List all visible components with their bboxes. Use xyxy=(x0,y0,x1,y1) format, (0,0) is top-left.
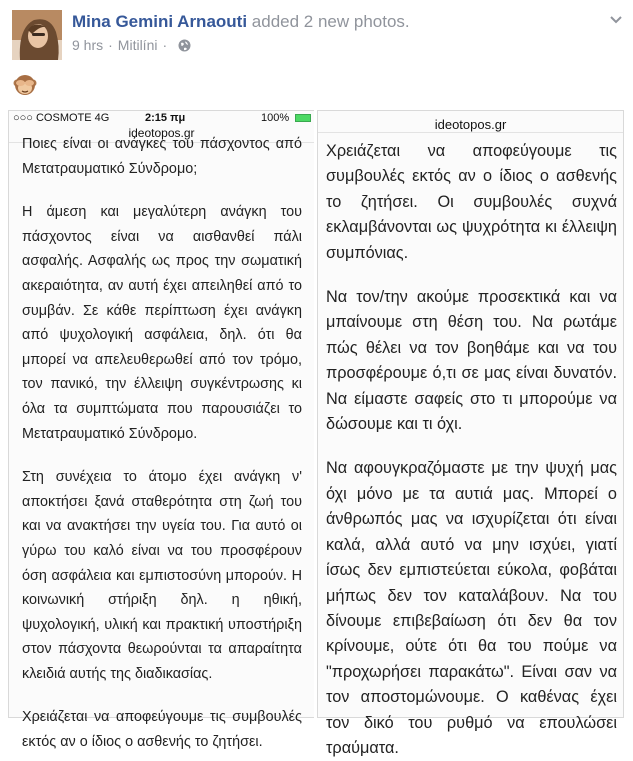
see-no-evil-monkey-icon xyxy=(12,72,38,98)
paragraph: Στη συνέχεια το άτομο έχει ανάγκη ν' αποκτήσει ξανά σταθερότητα στη ζωή του και να ανακτήσει την υγεία του. Για αυτό οι γύρω του καλό είναι να του προσφέρουν όση ασφάλεια και εμπιστοσύνη μπορούν. Η κοινωνική στήριξη δηλ. η ηθική, ψυχολογική, υλική και πρακτική υποστήριξη στον πάσχοντα θεωρούνται τα απαραίτητα κλειδιά αυτής της διαδικασίας. xyxy=(22,469,302,682)
article-text xyxy=(9,130,314,755)
battery-percent: 100% xyxy=(261,112,290,124)
post-timestamp[interactable]: 9 hrs xyxy=(72,37,104,53)
post-header xyxy=(0,0,633,70)
paragraph: Χρειάζεται να αποφεύγουμε τις συμβουλές εκτός αν ο ίδιος ο ασθενής το ζητήσει. Οι συμβουλές συχνά εκλαμβάνονται ως ψυχρότητα κι έλλειψη συμπόνιας. xyxy=(326,142,617,262)
photo-right[interactable] xyxy=(317,110,624,757)
browser-url: ideotopos.gr xyxy=(9,126,314,143)
author-name-link[interactable]: Mina Gemini Arnaouti xyxy=(72,12,248,31)
globe-icon[interactable] xyxy=(178,39,191,52)
post-title xyxy=(72,12,410,32)
paragraph: Να τον/την ακούμε προσεκτικά και να μπαίνουμε στη θέση του. Να ρωτάμε πώς θέλει να τον βοηθάμε και να του προσφέρουμε ό,τι σε μας είναι δυνατόν. Να είμαστε σαφείς στο τι μπορούμε να δώσουμε και τι όχι. xyxy=(326,288,617,434)
phone-time: 2:15 πμ xyxy=(145,112,186,124)
avatar[interactable] xyxy=(12,10,62,60)
carrier-label: ○○○ COSMOTE 4G xyxy=(13,112,110,124)
phone-status-bar xyxy=(9,111,314,126)
paragraph: Να αφουγκραζόμαστε με την ψυχή μας όχι μόνο με τα αυτιά μας. Μπορεί ο άνθρωπός μας να ισχυρίζεται ότι είναι καλά, αλλά αυτό να μην ισχύει, γιατί ίσως δεν εμπιστεύεται εύκολα, φοβάται μήπως δεν τον καταλάβουν. Να του δίνουμε επιβεβαίωση ότι δεν θα τον κρίνουμε, ούτε ότι θα του πούμε να "προχωρήσει παρακάτω". Είναι σαν να τον αποστομώνουμε. Ο καθένας έχει τον δικό του ρυθμό να επουλώσει τραύματα. xyxy=(326,459,617,757)
post-location-link[interactable]: Mitilíni xyxy=(117,37,158,53)
browser-url: ideotopos.gr xyxy=(318,111,623,133)
post-meta xyxy=(72,37,191,53)
meta-separator: · xyxy=(162,37,168,53)
meta-separator: · xyxy=(108,37,113,53)
post-action-text: added 2 new photos. xyxy=(251,12,410,31)
paragraph: Η άμεση και μεγαλύτερη ανάγκη του πάσχοντος είναι να αισθανθεί πάλι ασφαλής. Ασφαλής ως προς την σωματική ακεραιότητα, αν αυτή έχει απειληθεί από το συμβάν. Σε κάθε περίπτωση έχει ανάγκη από ψυχολογική ασφάλεια, δηλ. ότι θα μπορεί να απελευθερωθεί από τον τρόμο, τον πανικό, την έλλειψη συγκέντρωσης κι όλα τα συμπτώματα που παρουσιάζει το Μετατραυματικό Σύνδρομο. xyxy=(22,204,302,442)
paragraph: Ποιες είναι οι ανάγκες του πάσχοντος από Μετατραυματικό Σύνδρομο; xyxy=(22,136,302,177)
battery-icon xyxy=(295,114,311,122)
chevron-down-icon[interactable] xyxy=(607,10,625,28)
photo-left[interactable] xyxy=(8,110,314,751)
article-text xyxy=(318,133,623,761)
paragraph: Χρειάζεται να αποφεύγουμε τις συμβουλές εκτός αν ο ίδιος ο ασθενής το ζητήσει. xyxy=(22,709,302,751)
